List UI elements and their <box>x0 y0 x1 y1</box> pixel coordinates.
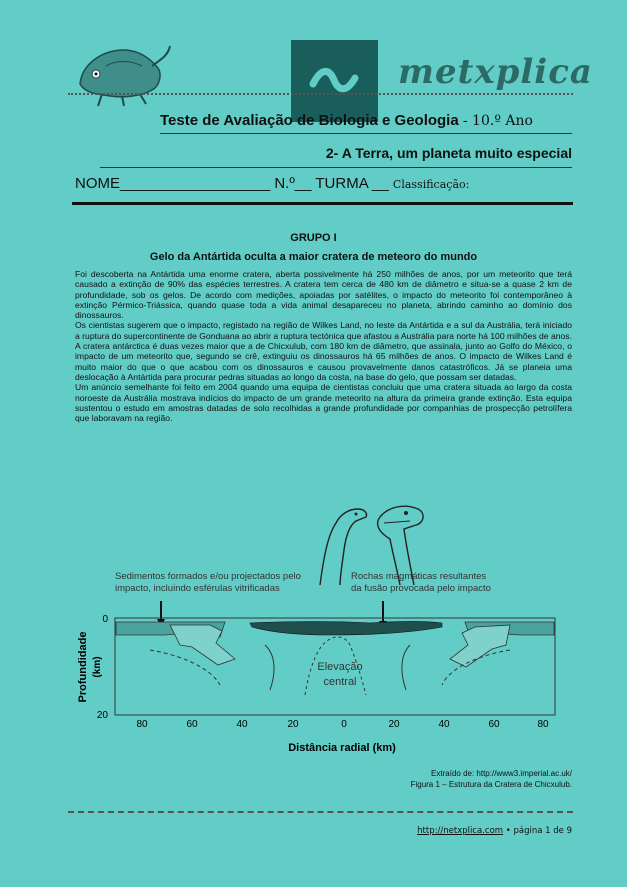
article-heading: Gelo da Antártida oculta a maior cratera de meteoro do mundo <box>149 251 478 263</box>
central-uplift-label-line2: central <box>323 676 357 688</box>
paragraph: Os cientistas sugerem que o impacto, registado na região de Wilkes Land, no leste da Antártida e a sul da Austrália, terá iniciado a ruptura do supercontinente de Gonduana ao abrir a ruptura tectónica que afastou a Austrália para norte há 100 milhões de anos. A cratera antárctica é duas vezes maior que a de Chicxulub, com 180 km de diâmetro, que assinala, junto ao Golfo do México, o impacto de um meteorito que, segundo se crê, extinguiu os dinossauros há 65 milhões de anos. O impacto de Wilkes Land é muito maior do que o que acabou com os dinossauros e causou provavelmente danos catastróficos. Já se planeia uma deslocação à Antártida para procurar pedras situadas ao longo da costa, na base do gelo, que possam ser datadas. <box>75 320 572 382</box>
x-tick: 0 <box>341 719 347 730</box>
magmatic-label-line1: Rochas magmáticas resultantes <box>351 571 487 582</box>
sediments-label-line2: impacto, incluindo esférulas vitrificadas <box>115 583 280 594</box>
name-number-class-fields: NOME__________________ N.º__ TURMA __ <box>75 175 389 192</box>
x-tick: 20 <box>287 719 299 730</box>
subtitle-rule <box>100 167 572 168</box>
y-tick-20: 20 <box>96 710 108 721</box>
group-title: GRUPO I <box>290 232 337 244</box>
chameleon-logo <box>72 36 172 108</box>
source-text: Extraído de: http://www3.imperial.ac.uk/ <box>431 769 572 778</box>
title-rule <box>160 133 572 134</box>
y-tick-0: 0 <box>102 614 108 625</box>
melt-sheet <box>250 622 442 636</box>
wave-icon <box>291 40 378 122</box>
page-number: • página 1 de 9 <box>505 826 572 836</box>
x-tick: 80 <box>537 719 549 730</box>
grade-label: - 10.º Ano <box>462 113 533 129</box>
crater-diagram <box>70 555 570 760</box>
x-tick: 80 <box>136 719 148 730</box>
magmatic-label-line2: da fusão provocada pelo impacto <box>351 583 491 594</box>
x-tick: 40 <box>236 719 248 730</box>
y-axis-unit: (km) <box>92 656 103 678</box>
x-tick: 60 <box>186 719 198 730</box>
test-title <box>160 112 572 129</box>
header-bottom-rule <box>72 202 573 205</box>
page-footer <box>300 826 572 836</box>
student-info-line <box>75 175 469 192</box>
classification-label: Classificação: <box>392 178 470 191</box>
test-title-text: Teste de Avaliação de Biologia e Geologia <box>160 112 459 129</box>
sediments-label-line1: Sedimentos formados e/ou projectados pelo <box>115 571 301 582</box>
article-body <box>75 269 572 423</box>
x-tick: 60 <box>488 719 500 730</box>
figure-caption: Figura 1 – Estrutura da Cratera de Chicxulub. <box>410 780 572 789</box>
y-axis-label: Profundidade <box>77 631 89 703</box>
central-uplift-label-line1: Elevação <box>317 661 363 673</box>
figure-source <box>300 768 572 790</box>
header-divider <box>68 93 573 95</box>
x-tick: 20 <box>388 719 400 730</box>
test-subtitle: 2- A Terra, um planeta muito especial <box>325 145 572 161</box>
paragraph: Foi descoberta na Antártida uma enorme cratera, aberta possivelmente há 250 milhões de anos, por um meteorito que terá causado a extinção de 90% das espécies terrestres. A cratera tem cerca de 480 km de diâmetro e situa-se a quase 2 km de profundidade, sob os gelos. De acordo com medições, apoiadas por satélites, o impacto do meteorito foi contemporâneo à extinção Pérmico-Triássica, quando quase toda a vida animal desapareceu no planeta, abrindo caminho ao domínio dos dinossauros. <box>75 269 572 321</box>
footer-divider <box>68 811 573 813</box>
x-axis-label: Distância radial (km) <box>288 742 396 754</box>
brand-logo-box <box>291 40 378 122</box>
left-rim-block <box>170 625 235 665</box>
x-tick: 40 <box>438 719 450 730</box>
right-rim-block <box>450 625 510 667</box>
site-link[interactable]: http://netxplica.com <box>417 826 504 836</box>
brand-name: metxplica <box>398 52 593 92</box>
paragraph: Um anúncio semelhante foi feito em 2004 quando uma equipa de cientistas concluiu que uma cratera situada ao largo da costa noroeste da Austrália mostrava indícios do impacto de um grande meteorito na altura da primeira grande extinção. Esta equipa sustentou o estudo em amostras datadas de solo recolhidas a grande profundidade por companhias de prospecção petrolífera que laboravam na região. <box>75 382 572 424</box>
